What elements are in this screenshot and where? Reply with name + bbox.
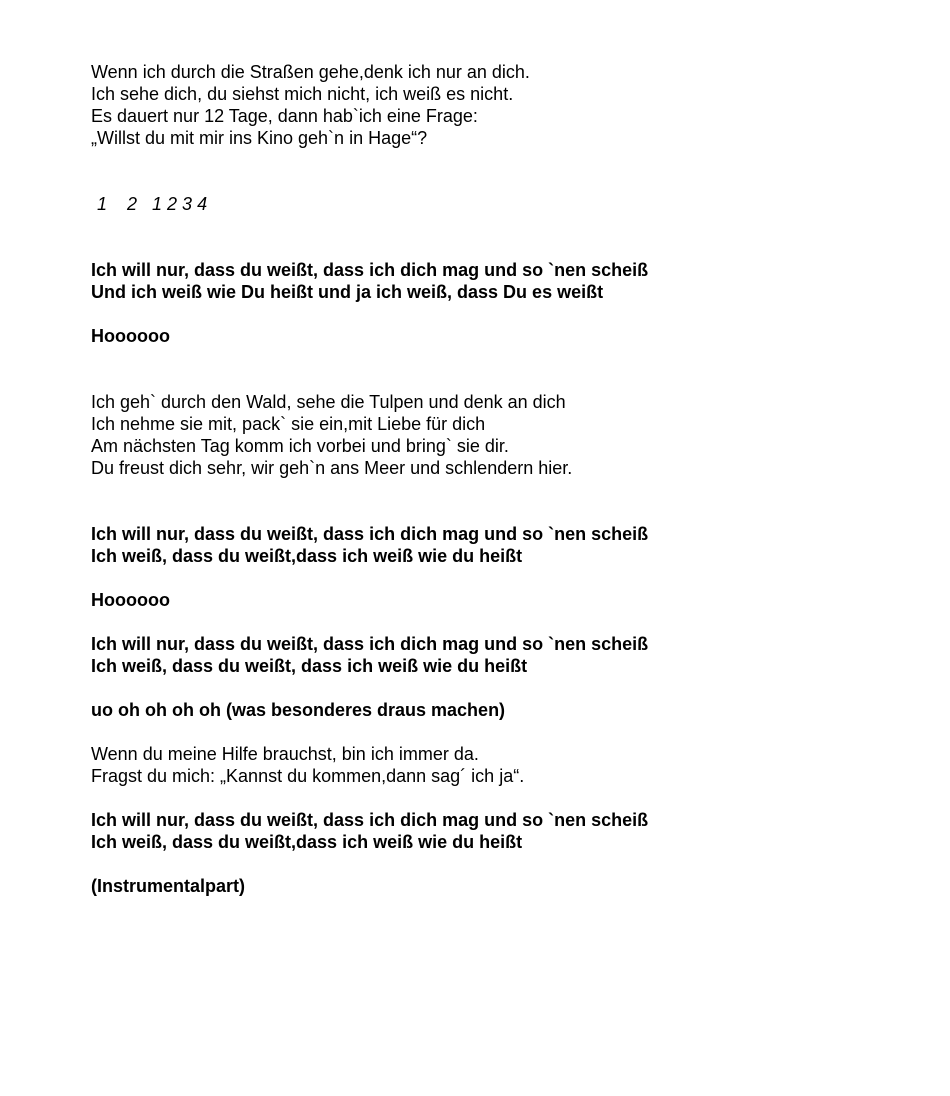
chorus-2 xyxy=(91,523,911,567)
verse-2-line-4: Du freust dich sehr, wir geh`n ans Meer und schlendern hier. xyxy=(91,458,573,478)
spacer xyxy=(91,479,911,523)
chorus-2-line-1: Ich will nur, dass du weißt, dass ich dich mag und so `nen scheiß xyxy=(91,524,649,544)
verse-3-line-2: Fragst du mich: „Kannst du kommen,dann sag´ ich ja“. xyxy=(91,766,525,786)
verse-1-line-1: Wenn ich durch die Straßen gehe,denk ich nur an dich. xyxy=(91,62,530,82)
spacer xyxy=(91,677,911,699)
instrumental-line: (Instrumentalpart) xyxy=(91,876,246,896)
verse-2 xyxy=(91,391,911,479)
chorus-2-line-2: Ich weiß, dass du weißt,dass ich weiß wie du heißt xyxy=(91,546,523,566)
lyrics-document xyxy=(91,61,911,897)
chorus-3-line-2: Ich weiß, dass du weißt, dass ich weiß wie du heißt xyxy=(91,656,528,676)
spacer xyxy=(91,303,911,325)
spacer xyxy=(91,215,911,259)
uo-oh-line: uo oh oh oh oh (was besonderes draus machen) xyxy=(91,700,506,720)
verse-3 xyxy=(91,743,911,787)
hoo-line-2: Hoooooo xyxy=(91,590,170,610)
chorus-1-line-2: Und ich weiß wie Du heißt und ja ich weiß, dass Du es weißt xyxy=(91,282,604,302)
verse-1 xyxy=(91,61,911,149)
chorus-4 xyxy=(91,809,911,853)
spacer xyxy=(91,787,911,809)
chorus-1-line-1: Ich will nur, dass du weißt, dass ich dich mag und so `nen scheiß xyxy=(91,260,649,280)
spacer xyxy=(91,721,911,743)
chorus-4-line-1: Ich will nur, dass du weißt, dass ich dich mag und so `nen scheiß xyxy=(91,810,649,830)
chorus-3-line-1: Ich will nur, dass du weißt, dass ich dich mag und so `nen scheiß xyxy=(91,634,649,654)
chorus-3 xyxy=(91,633,911,677)
spacer xyxy=(91,567,911,589)
spacer xyxy=(91,853,911,875)
verse-2-line-3: Am nächsten Tag komm ich vorbei und bring` sie dir. xyxy=(91,436,509,456)
spacer xyxy=(91,149,911,193)
hoo-line-1: Hoooooo xyxy=(91,326,170,346)
verse-1-line-4: „Willst du mit mir ins Kino geh`n in Hage“? xyxy=(91,128,428,148)
chorus-4-line-2: Ich weiß, dass du weißt,dass ich weiß wie du heißt xyxy=(91,832,523,852)
chorus-1 xyxy=(91,259,911,303)
spacer xyxy=(91,347,911,391)
verse-1-line-3: Es dauert nur 12 Tage, dann hab`ich eine Frage: xyxy=(91,106,478,126)
verse-2-line-2: Ich nehme sie mit, pack` sie ein,mit Liebe für dich xyxy=(91,414,486,434)
verse-2-line-1: Ich geh` durch den Wald, sehe die Tulpen und denk an dich xyxy=(91,392,566,412)
spacer xyxy=(91,611,911,633)
count-in: 1 2 1 2 3 4 xyxy=(97,194,208,214)
verse-3-line-1: Wenn du meine Hilfe brauchst, bin ich immer da. xyxy=(91,744,479,764)
verse-1-line-2: Ich sehe dich, du siehst mich nicht, ich weiß es nicht. xyxy=(91,84,514,104)
